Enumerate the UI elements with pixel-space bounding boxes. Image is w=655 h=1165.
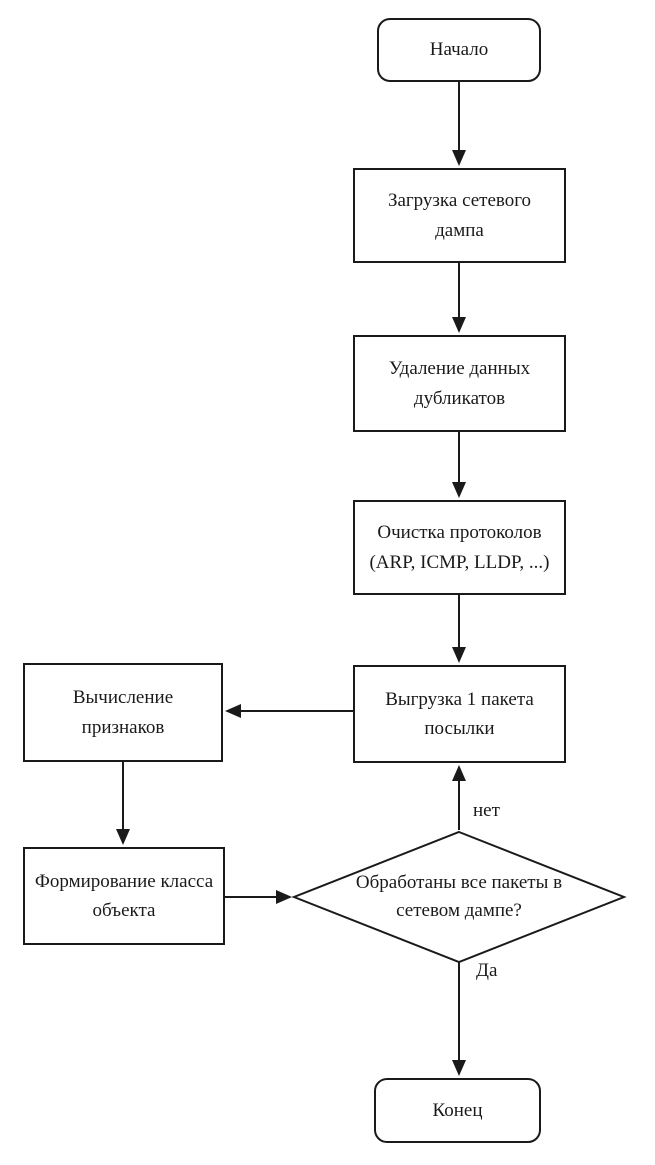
node-extract-packet [353,665,566,763]
node-decision-label: Обработаны все пакеты в сетевом дампе? [355,871,563,921]
edge-label-no: нет [473,800,500,821]
node-load-dump-label: Загрузка сетевого дампа [387,190,532,241]
node-end [374,1078,541,1143]
node-remove-duplicates [353,335,566,432]
node-load-dump [353,168,566,263]
node-decision [330,858,588,936]
node-compute-features [23,663,223,762]
node-start-label: Начало [429,39,489,61]
node-remove-duplicates-label: Удаление данных дубликатов [388,358,531,409]
node-clean-protocols-label: Очистка протоколов (ARP, ICMP, LLDP, ...) [369,522,550,573]
edge-label-yes: Да [476,960,498,981]
node-extract-packet-label: Выгрузка 1 пакета посылки [385,688,534,739]
node-clean-protocols [353,500,566,595]
node-form-object-class-label: Формирование класса объекта [34,870,214,921]
node-compute-features-label: Вычисление признаков [72,687,174,738]
node-end-label: Конец [432,1099,483,1121]
node-start [377,18,541,82]
node-form-object-class [23,847,225,945]
